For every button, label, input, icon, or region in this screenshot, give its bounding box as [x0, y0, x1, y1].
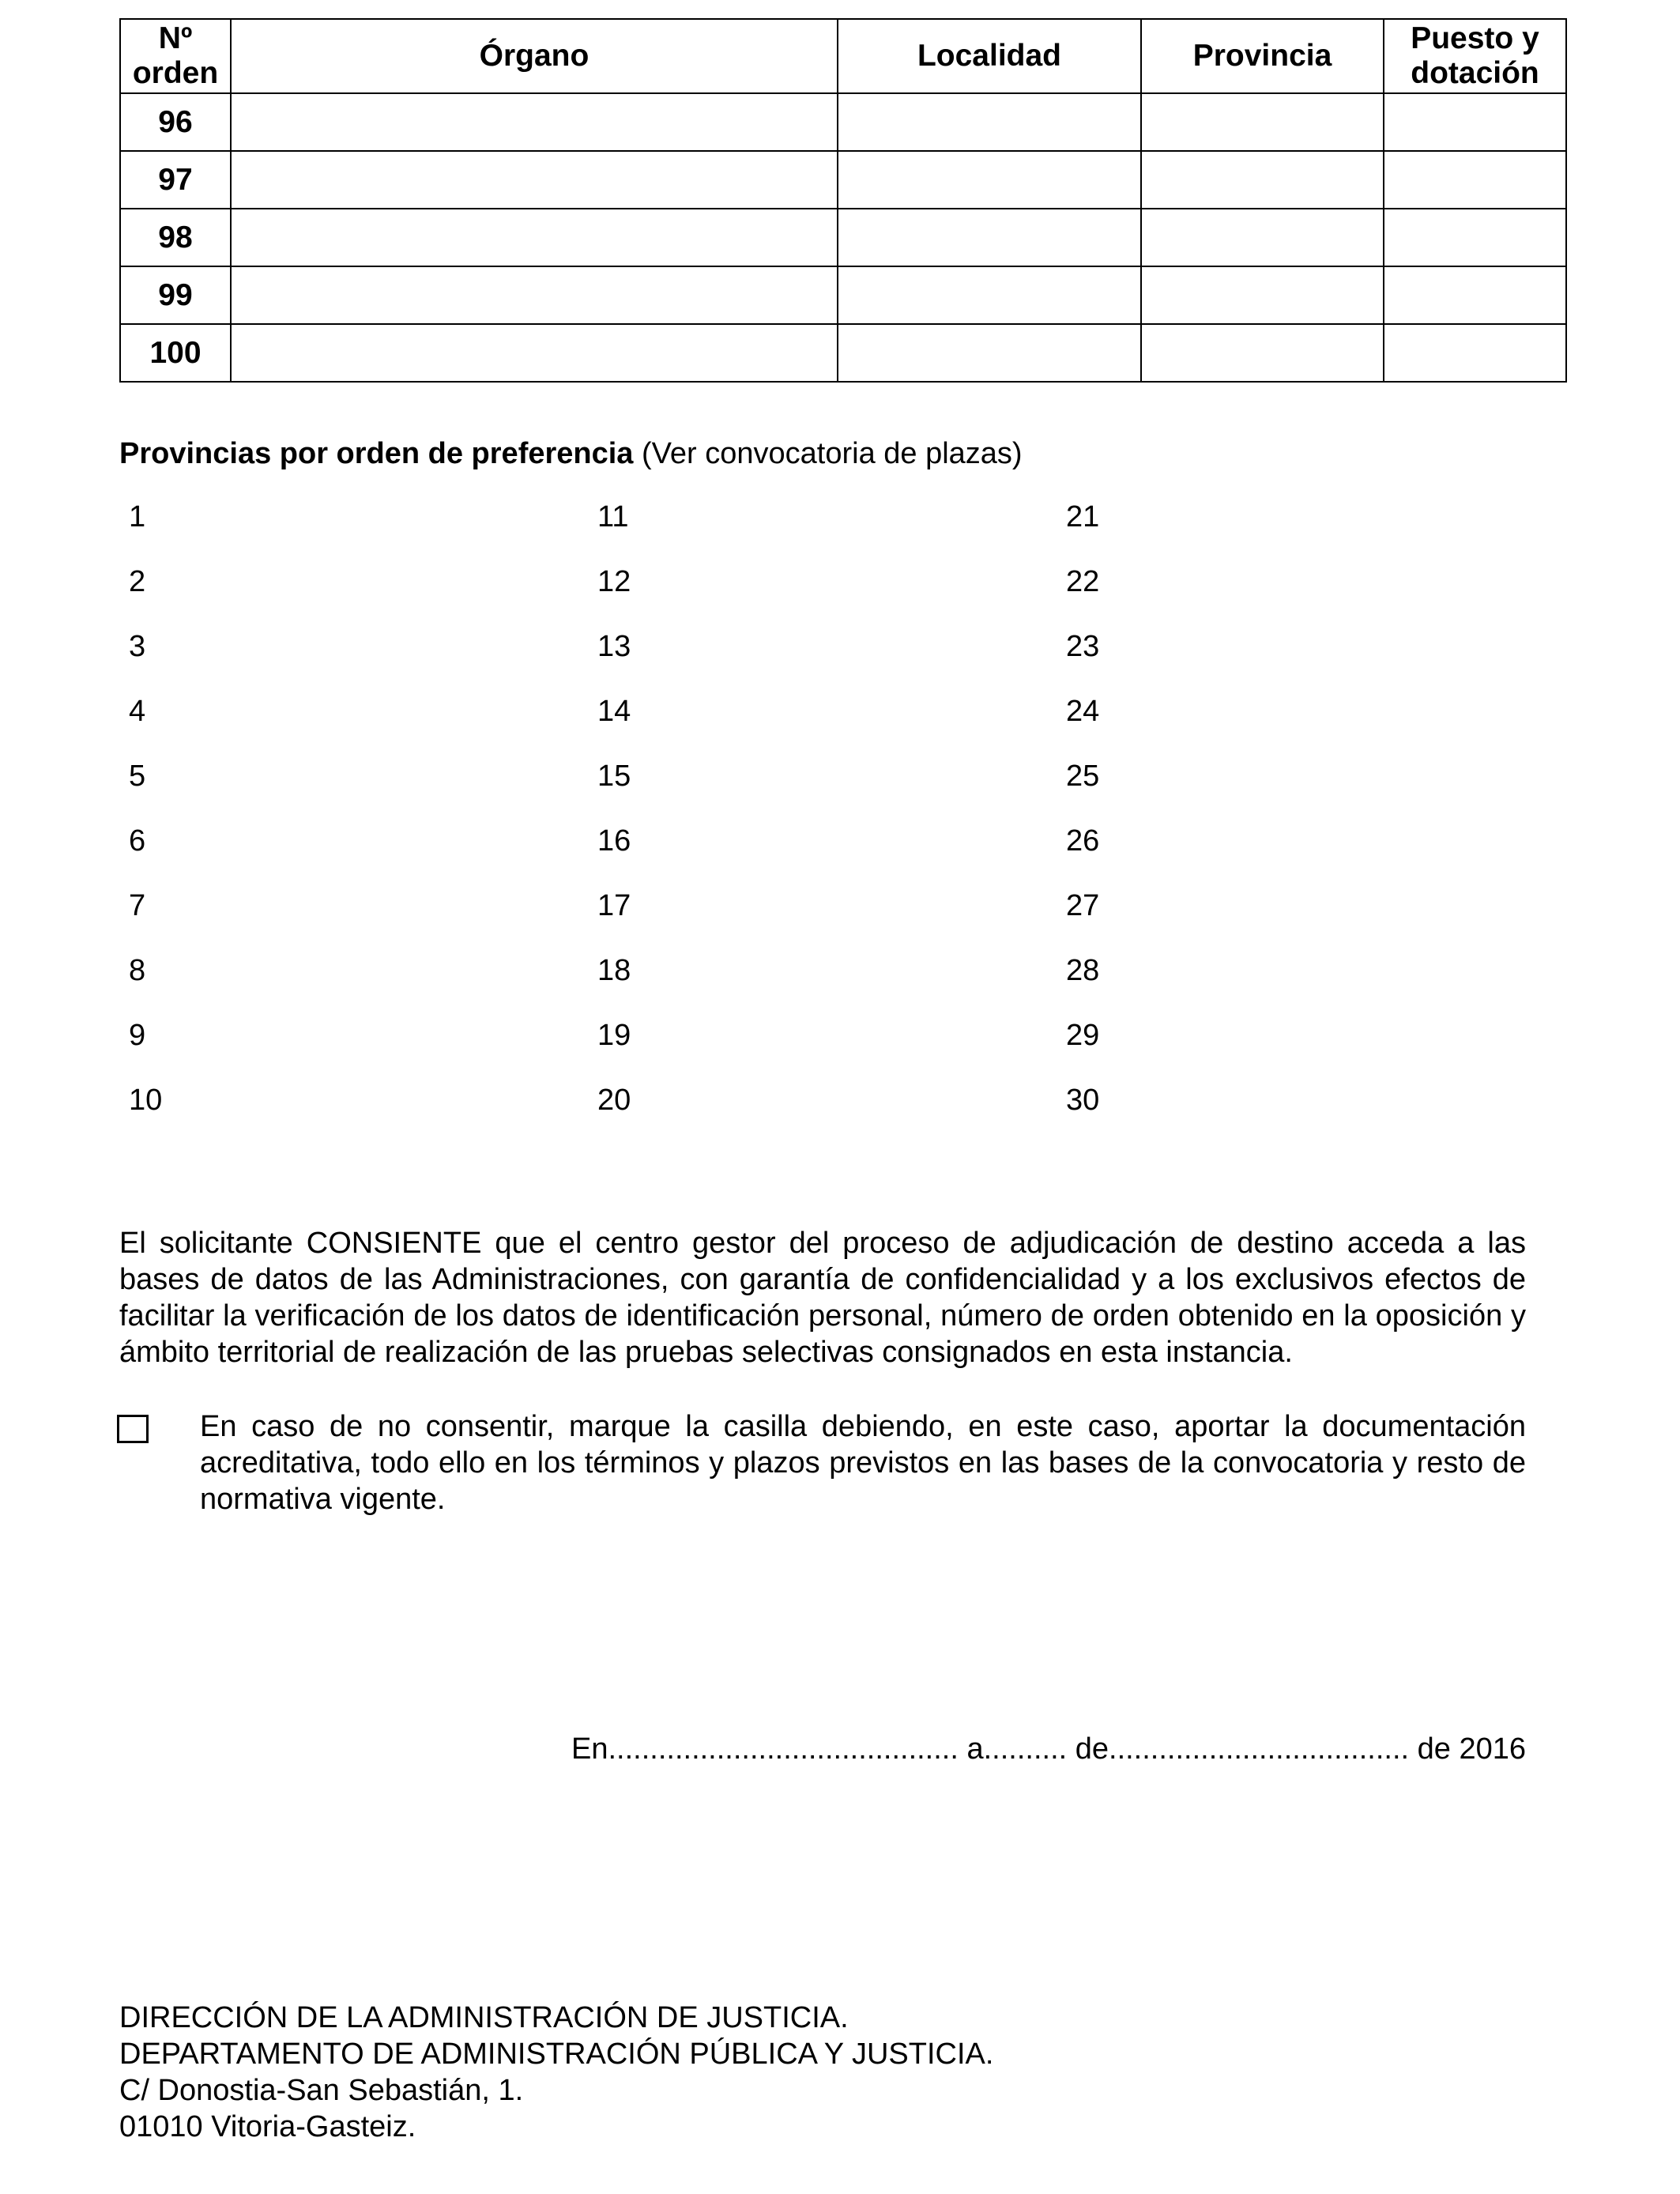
province-slot[interactable]: 15: [597, 760, 631, 793]
province-slot[interactable]: 25: [1066, 760, 1100, 793]
table-row: [120, 93, 1566, 151]
province-slot[interactable]: 27: [1066, 889, 1100, 922]
cell-orden: 98: [120, 209, 231, 266]
address-line-4: 01010 Vitoria-Gasteiz.: [119, 2110, 416, 2143]
cell-localidad[interactable]: [838, 151, 1141, 209]
header-localidad: Localidad: [838, 19, 1141, 93]
provinces-column-1: [129, 499, 162, 1148]
province-slot[interactable]: 22: [1066, 565, 1100, 598]
table-row: [120, 209, 1566, 266]
provinces-column-2: [597, 499, 631, 1148]
cell-orden: 96: [120, 93, 231, 151]
table-row: [120, 324, 1566, 382]
cell-provincia[interactable]: [1141, 324, 1384, 382]
cell-organo[interactable]: [231, 209, 838, 266]
province-slot[interactable]: 13: [597, 630, 631, 663]
province-slot[interactable]: 26: [1066, 824, 1100, 858]
cell-puesto[interactable]: [1384, 209, 1566, 266]
consent-paragraph: El solicitante CONSIENTE que el centro gestor del proceso de adjudicación de destino acceda a las bases de datos de las Administraciones, con garantía de confidencialidad y a los exclusivos efectos de facilitar la verificación de los datos de identificación personal, número de orden obtenido en la oposición y ámbito territorial de realización de las pruebas selectivas consignados en esta instancia.: [119, 1227, 1526, 1369]
province-slot[interactable]: 17: [597, 889, 631, 922]
header-puesto-line1: Puesto y: [1411, 21, 1539, 55]
cell-orden: 100: [120, 324, 231, 382]
address-line-2: DEPARTAMENTO DE ADMINISTRACIÓN PÚBLICA Y JUSTICIA.: [119, 2038, 994, 2071]
cell-provincia[interactable]: [1141, 93, 1384, 151]
province-slot[interactable]: 8: [129, 954, 146, 987]
province-slot[interactable]: 2: [129, 565, 146, 598]
table-header-row: [120, 19, 1566, 93]
cell-organo[interactable]: [231, 266, 838, 324]
cell-organo[interactable]: [231, 93, 838, 151]
cell-puesto[interactable]: [1384, 93, 1566, 151]
province-slot[interactable]: 20: [597, 1084, 631, 1117]
header-puesto: [1384, 19, 1566, 93]
province-slot[interactable]: 14: [597, 695, 631, 728]
office-address: [119, 2000, 993, 2145]
table-row: [120, 151, 1566, 209]
address-line-3: C/ Donostia-San Sebastián, 1.: [119, 2074, 524, 2107]
provinces-column-3: [1066, 499, 1099, 1148]
cell-provincia[interactable]: [1141, 151, 1384, 209]
cell-provincia[interactable]: [1141, 209, 1384, 266]
cell-orden: 99: [120, 266, 231, 324]
province-slot[interactable]: 18: [597, 954, 631, 987]
cell-puesto[interactable]: [1384, 151, 1566, 209]
province-slot[interactable]: 23: [1066, 630, 1100, 663]
province-slot[interactable]: 19: [597, 1019, 631, 1052]
province-slot[interactable]: 10: [129, 1084, 163, 1117]
header-orden-line1: Nº: [158, 21, 193, 55]
cell-organo[interactable]: [231, 151, 838, 209]
table-row: [120, 266, 1566, 324]
destinations-table: [119, 18, 1567, 383]
province-slot[interactable]: 4: [129, 695, 146, 728]
province-slot[interactable]: 24: [1066, 695, 1100, 728]
cell-puesto[interactable]: [1384, 266, 1566, 324]
province-slot[interactable]: 5: [129, 760, 146, 793]
cell-puesto[interactable]: [1384, 324, 1566, 382]
provinces-heading-note: (Ver convocatoria de plazas): [633, 437, 1023, 470]
cell-provincia[interactable]: [1141, 266, 1384, 324]
header-orden: [120, 19, 231, 93]
province-slot[interactable]: 28: [1066, 954, 1100, 987]
cell-localidad[interactable]: [838, 93, 1141, 151]
cell-localidad[interactable]: [838, 209, 1141, 266]
non-consent-label: En caso de no consentir, marque la casilla debiendo, en este caso, aportar la documentación acreditativa, todo ello en los términos y plazos previstos en las bases de la convocatoria y resto de normativa vigente.: [200, 1410, 1526, 1516]
provinces-heading-bold: Provincias por orden de preferencia: [119, 437, 634, 470]
provinces-heading: [119, 437, 1023, 471]
address-line-1: DIRECCIÓN DE LA ADMINISTRACIÓN DE JUSTICIA.: [119, 2001, 849, 2034]
province-slot[interactable]: 12: [597, 565, 631, 598]
header-puesto-line2: dotación: [1411, 56, 1539, 90]
province-slot[interactable]: 7: [129, 889, 146, 922]
province-slot[interactable]: 16: [597, 824, 631, 858]
header-organo: Órgano: [231, 19, 838, 93]
cell-localidad[interactable]: [838, 324, 1141, 382]
cell-localidad[interactable]: [838, 266, 1141, 324]
header-provincia: Provincia: [1141, 19, 1384, 93]
province-slot[interactable]: 3: [129, 630, 146, 663]
province-slot[interactable]: 9: [129, 1019, 146, 1052]
province-slot[interactable]: 1: [129, 500, 146, 533]
cell-orden: 97: [120, 151, 231, 209]
province-slot[interactable]: 6: [129, 824, 146, 858]
province-slot[interactable]: 30: [1066, 1084, 1100, 1117]
cell-organo[interactable]: [231, 324, 838, 382]
signature-date-line[interactable]: En.......................................... a.......... de.................................... de 2016: [571, 1732, 1526, 1766]
province-slot[interactable]: 29: [1066, 1019, 1100, 1052]
province-slot[interactable]: 21: [1066, 500, 1100, 533]
header-orden-line2: orden: [132, 56, 219, 90]
province-slot[interactable]: 11: [597, 500, 629, 533]
non-consent-checkbox[interactable]: [117, 1415, 149, 1443]
